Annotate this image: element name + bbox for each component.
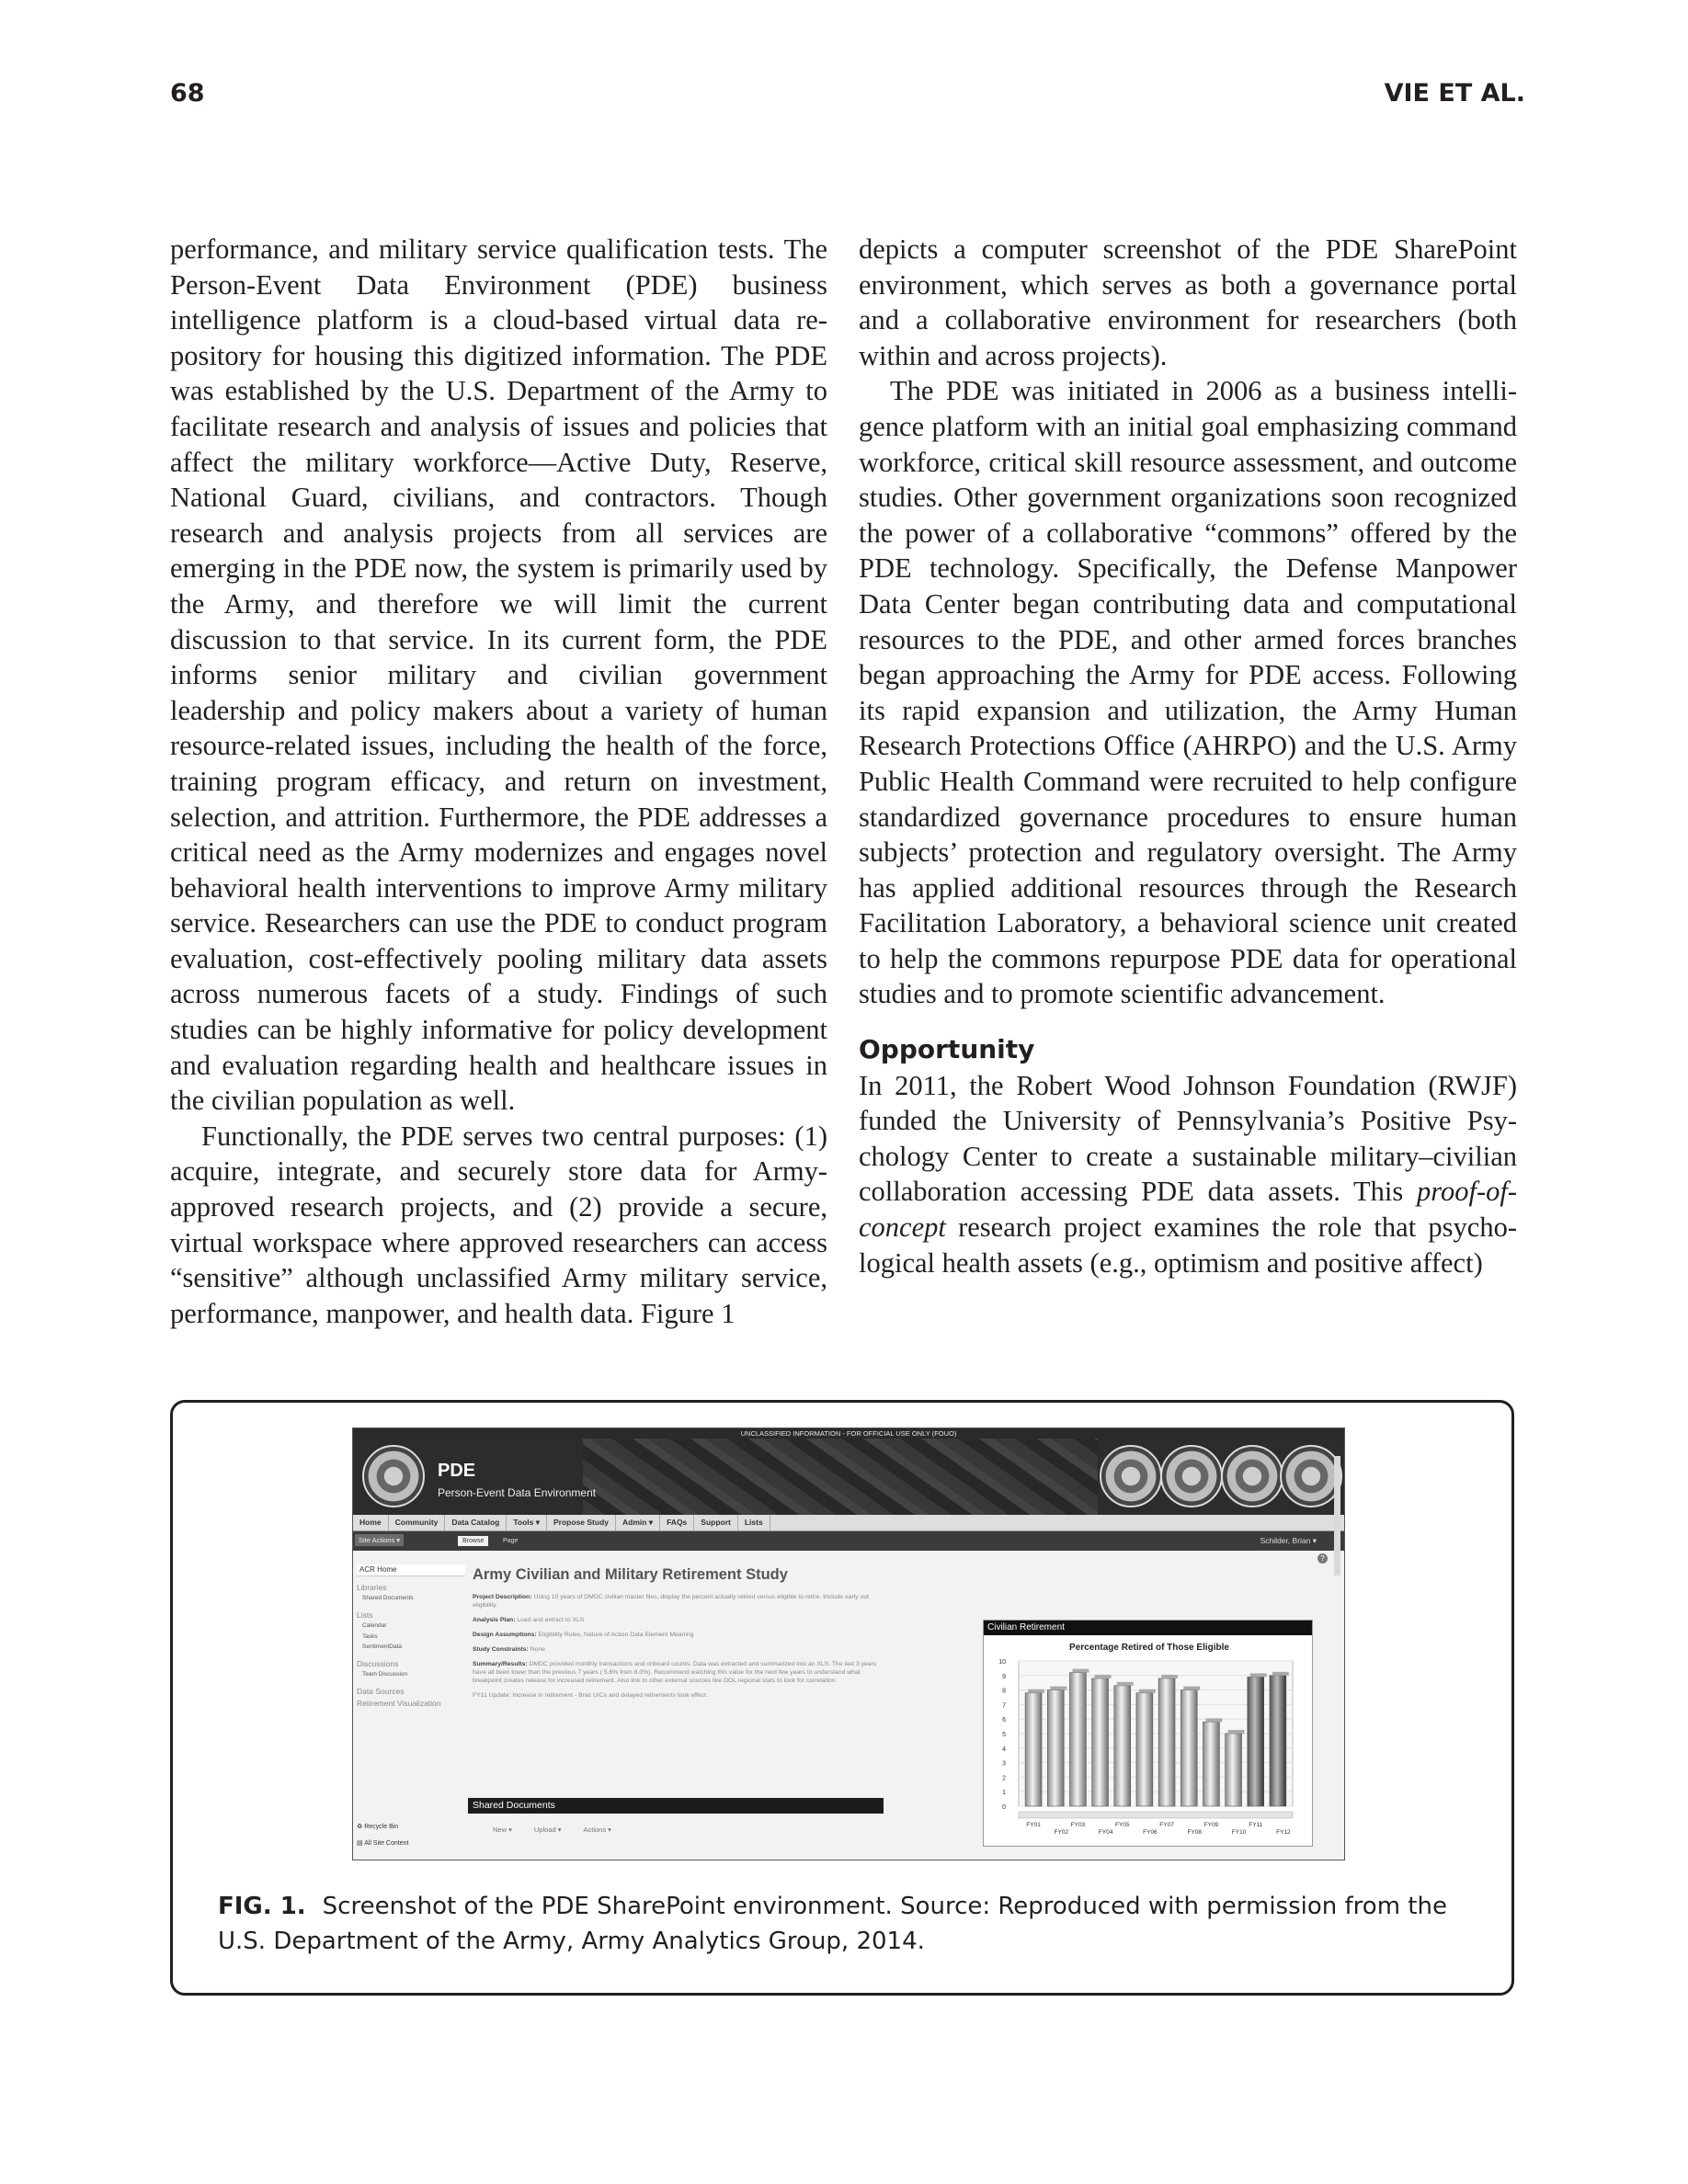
x-tick-label: FY09: [1203, 1822, 1219, 1828]
tab-page[interactable]: Page: [498, 1536, 522, 1546]
paragraph: [859, 1068, 1517, 1281]
caption-text: Screenshot of the PDE SharePoint environment. Source: Reproduced with permission from the U.S. Department of the Army, Army Analytics Group, 2014.: [218, 1893, 1447, 1955]
nav-community[interactable]: Community: [389, 1515, 446, 1530]
text-run: research project examines the role that psychological health assets (e.g., optimism and positive affect): [859, 1211, 1517, 1279]
chart-title: Percentage Retired of Those Eligible: [1069, 1643, 1229, 1653]
x-tick-label: FY02: [1054, 1829, 1069, 1836]
new-button[interactable]: New ▾: [493, 1826, 512, 1834]
nav-acr-home[interactable]: ACR Home: [357, 1564, 465, 1576]
bar-top: [1072, 1669, 1089, 1673]
bar-fy10[interactable]: [1226, 1734, 1242, 1806]
bar-top: [1139, 1689, 1156, 1693]
y-tick-label: 3: [1002, 1760, 1006, 1768]
x-tick-label: FY03: [1070, 1822, 1086, 1828]
field-label: Project Description:: [473, 1594, 532, 1600]
user-menu[interactable]: Schilder, Brian ▾: [1260, 1536, 1317, 1545]
x-tick-label: FY08: [1187, 1829, 1203, 1836]
nav-discussions[interactable]: Discussions: [357, 1658, 399, 1668]
army-seal-icon: [1100, 1445, 1162, 1507]
running-title: VIE ET AL.: [1384, 79, 1525, 108]
bar-top: [1117, 1682, 1134, 1686]
bar-top: [1250, 1673, 1267, 1677]
field-label: Design Assumptions:: [473, 1632, 537, 1638]
x-tick-label: FY12: [1276, 1829, 1291, 1836]
recycle-bin-label: Recycle Bin: [364, 1824, 399, 1830]
bar-fy03[interactable]: [1069, 1673, 1086, 1806]
classification-banner: UNCLASSIFIED INFORMATION - FOR OFFICIAL USE ONLY (FOUO): [353, 1428, 1344, 1439]
emphasis: proof-of-concept: [859, 1176, 1517, 1244]
field-value: Load and extract to XLS: [517, 1617, 585, 1623]
y-tick-label: 1: [1002, 1790, 1006, 1797]
nav-propose-study[interactable]: Propose Study: [547, 1515, 616, 1530]
bar-top: [1050, 1687, 1066, 1690]
x-tick-label: FY10: [1231, 1829, 1247, 1836]
camo-pattern: [583, 1439, 1098, 1515]
left-nav-footer: [357, 1819, 408, 1852]
marine-seal-icon: [1280, 1445, 1342, 1507]
field-fy11-update: FY11 Update: Increase in retirement - Brac UICs and delayed retirements took effect.: [473, 1692, 708, 1699]
bar-top: [1028, 1689, 1044, 1693]
top-nav: [353, 1515, 1344, 1531]
help-icon[interactable]: ?: [1317, 1553, 1328, 1564]
paragraph: depicts a computer screenshot of the PDE SharePoint environment, which serves as both a governance portal and a collaborative environment for researchers (both within and across projects).: [859, 233, 1517, 371]
site-banner: [353, 1439, 1344, 1515]
bar-fy08[interactable]: [1180, 1690, 1197, 1806]
upload-button[interactable]: Upload ▾: [533, 1826, 562, 1834]
nav-admin[interactable]: Admin ▾: [616, 1515, 660, 1530]
field-summary-results: [473, 1660, 877, 1685]
all-site-content-label: All Site Content: [364, 1840, 409, 1847]
field-analysis-plan: [473, 1616, 877, 1624]
bar-fy01[interactable]: [1025, 1693, 1042, 1806]
nav-data-catalog[interactable]: Data Catalog: [445, 1515, 507, 1530]
nav-retirement-visualization[interactable]: Retirement Visualization: [357, 1699, 441, 1708]
bar-top: [1228, 1730, 1245, 1734]
bar-fy05[interactable]: [1114, 1686, 1131, 1806]
nav-data-sources[interactable]: Data Sources: [357, 1686, 405, 1696]
field-value: Eligibility Rules, Nature of Action Data Element Meaning: [538, 1632, 694, 1638]
bar-fy02[interactable]: [1047, 1690, 1064, 1806]
left-column: [170, 232, 827, 1331]
civilian-retirement-panel: [983, 1620, 1313, 1847]
nav-support[interactable]: Support: [694, 1515, 738, 1530]
nav-tools[interactable]: Tools ▾: [507, 1515, 547, 1530]
bar-top: [1183, 1687, 1200, 1690]
y-tick-label: 6: [1002, 1717, 1006, 1724]
field-value: Using 10 years of DMDC civilian master files, display the percent actually retired versus eligible to retire. Include early out eligibility.: [473, 1594, 870, 1609]
right-column: [859, 232, 1517, 1280]
bar-fy11[interactable]: [1248, 1677, 1264, 1806]
nav-home[interactable]: Home: [353, 1515, 389, 1530]
site-actions-button[interactable]: Site Actions ▾: [355, 1534, 404, 1546]
field-study-constraints: [473, 1645, 877, 1654]
paragraph: Functionally, the PDE serves two central purposes: (1) acquire, integrate, and securely store data for Army-approved research projects, and (2) provide a secure, virtual workspace where approved researchers can access “sensitive” although unclassified Army military service, performance, manpower, and health data. Figure 1: [170, 1120, 827, 1329]
field-label: Analysis Plan:: [473, 1617, 516, 1623]
recycle-bin-link[interactable]: [357, 1819, 408, 1836]
x-tick-label: FY01: [1026, 1822, 1041, 1828]
y-tick-label: 0: [1002, 1804, 1006, 1811]
retirement-chart: [984, 1635, 1312, 1846]
figure-caption: [218, 1889, 1487, 1959]
ribbon: [353, 1531, 1344, 1551]
logo-text: PDE: [438, 1461, 476, 1481]
x-tick-label: FY04: [1098, 1829, 1113, 1836]
bar-fy12[interactable]: [1270, 1676, 1286, 1806]
y-tick-label: 10: [998, 1659, 1006, 1666]
x-tick-label: FY11: [1249, 1822, 1263, 1828]
bar-fy04[interactable]: [1092, 1678, 1109, 1806]
nav-team-discussion[interactable]: Team Discussion: [362, 1671, 408, 1678]
field-label: Study Constraints:: [473, 1646, 529, 1653]
document-toolbar: [493, 1826, 633, 1834]
bar-fy07[interactable]: [1158, 1678, 1175, 1806]
air-force-seal-icon: [1221, 1445, 1283, 1507]
chart-scrollbar[interactable]: [1019, 1812, 1293, 1818]
bar-top: [1095, 1675, 1112, 1678]
page-number: 68: [170, 79, 205, 108]
bar-fy09[interactable]: [1203, 1722, 1219, 1806]
nav-sentiment-data[interactable]: SentimentData: [362, 1644, 402, 1650]
nav-calendar[interactable]: Calendar: [362, 1622, 387, 1629]
screenshot: [352, 1428, 1345, 1860]
left-nav: [357, 1564, 465, 1710]
section-heading: Opportunity: [859, 1034, 1035, 1065]
field-design-assumptions: [473, 1631, 877, 1639]
shared-documents-header: Shared Documents: [468, 1798, 884, 1814]
actions-button[interactable]: Actions ▾: [583, 1826, 611, 1834]
nav-libraries[interactable]: Libraries: [357, 1582, 387, 1592]
x-tick-label: FY07: [1159, 1822, 1174, 1828]
bar-top: [1205, 1718, 1222, 1722]
study-title: Army Civilian and Military Retirement Study: [473, 1566, 788, 1583]
paragraph: performance, and military service qualification tests. The Person-Event Data Environment (PDE) business intelligence platform is a cloud-based virtual data repository for housing this digitized information. The PDE was established by the U.S. Department of the Army to facilitate research and analysis of issues and policies that affect the military workforce—Active Duty, Reserve, National Guard, civilians, and contractors. Though research and analysis projects from all services are emerging in the PDE now, the system is primarily used by the Army, and therefore we will limit the current discussion to that service. In its current form, the PDE informs senior military and civilian government leadership and policy makers about a variety of human resource-related issues, including the health of the force, training program efficacy, and return on investment, selection, and attrition. Furthermore, the PDE addresses a critical need as the Army modernizes and engages novel behavioral health interventions to improve Army military service. Researchers can use the PDE to conduct program evaluation, cost-effectively pooling military data assets across numerous facets of a study. Findings of such studies can be highly informative for policy development and evaluation regarding health and healthcare issues in the civilian population as well.: [170, 233, 827, 1117]
nav-shared-documents[interactable]: Shared Documents: [362, 1595, 414, 1601]
recycle-bin-icon: ♻: [357, 1824, 365, 1830]
x-tick-label: FY05: [1114, 1822, 1130, 1828]
chart-panel-header: Civilian Retirement: [984, 1621, 1312, 1635]
navy-seal-icon: [1160, 1445, 1223, 1507]
y-tick-label: 7: [1002, 1702, 1006, 1710]
field-value: None: [530, 1646, 545, 1653]
bar-fy06[interactable]: [1136, 1693, 1153, 1806]
figure-box: [170, 1400, 1514, 1996]
field-value: DMDC provided monthly transactions and onboard counts. Data was extracted and summarized into an XLS. The last 3 years have all been lower than the previous 7 years ( 5.6% from 8.0%). Recommend watching this value for the next few years to understand what breakpoint creates release for increased retirement. Also link to other external sources like DOL regional stats to look for correlation.: [473, 1661, 877, 1684]
y-tick-label: 8: [1002, 1688, 1006, 1695]
figure-label: FIG. 1.: [218, 1893, 306, 1920]
logo-subtitle: Person-Event Data Environment: [438, 1486, 597, 1499]
site-content-icon: ▤: [357, 1840, 365, 1847]
page-scrollbar[interactable]: [1334, 1456, 1340, 1575]
all-site-content-link[interactable]: [357, 1836, 408, 1852]
main-content: [473, 1566, 877, 1706]
y-tick-label: 9: [1002, 1673, 1006, 1680]
x-tick-label: FY06: [1143, 1829, 1158, 1836]
field-project-description: [473, 1593, 877, 1610]
y-tick-label: 4: [1002, 1746, 1006, 1753]
paragraph: The PDE was initiated in 2006 as a business intelligence platform with an initial goal emphasizing command workforce, critical skill resource assessment, and outcome studies. Other government organizations soon recognized the power of a collaborative “commons” offered by the PDE technology. Specifically, the Defense Manpower Data Center began contributing data and computational resources to the PDE, and other armed forces branches began approaching the Army for PDE access. Following its rapid expansion and utilization, the Army Human Research Protections Office (AHRPO) and the U.S. Army Public Health Command were recruited to help configure standardized governance procedures to ensure human subjects’ protection and regulatory oversight. The Army has applied additional resources through the Research Facilitation Laboratory, a behavioral science unit created to help the commons repurpose PDE data for operational studies and to promote scientific advancement.: [859, 375, 1517, 1010]
bar-top: [1272, 1672, 1289, 1676]
nav-lists[interactable]: Lists: [738, 1515, 770, 1530]
bar-top: [1161, 1675, 1178, 1678]
nav-tasks[interactable]: Tasks: [362, 1632, 378, 1640]
y-tick-label: 2: [1002, 1775, 1006, 1782]
tab-browse[interactable]: Browse: [458, 1536, 488, 1546]
y-tick-label: 5: [1002, 1732, 1006, 1738]
field-label: Summary/Results:: [473, 1661, 528, 1667]
nav-lists-header[interactable]: Lists: [357, 1610, 373, 1620]
dod-seal-icon: [362, 1445, 425, 1507]
nav-faqs[interactable]: FAQs: [660, 1515, 694, 1530]
text-run: In 2011, the Robert Wood Johnson Foundation (RWJF) funded the University of Pennsylvania’s Positive Psychology Center to create a sustainable military–civilian collaboration accessing PDE data assets. This: [859, 1069, 1517, 1208]
